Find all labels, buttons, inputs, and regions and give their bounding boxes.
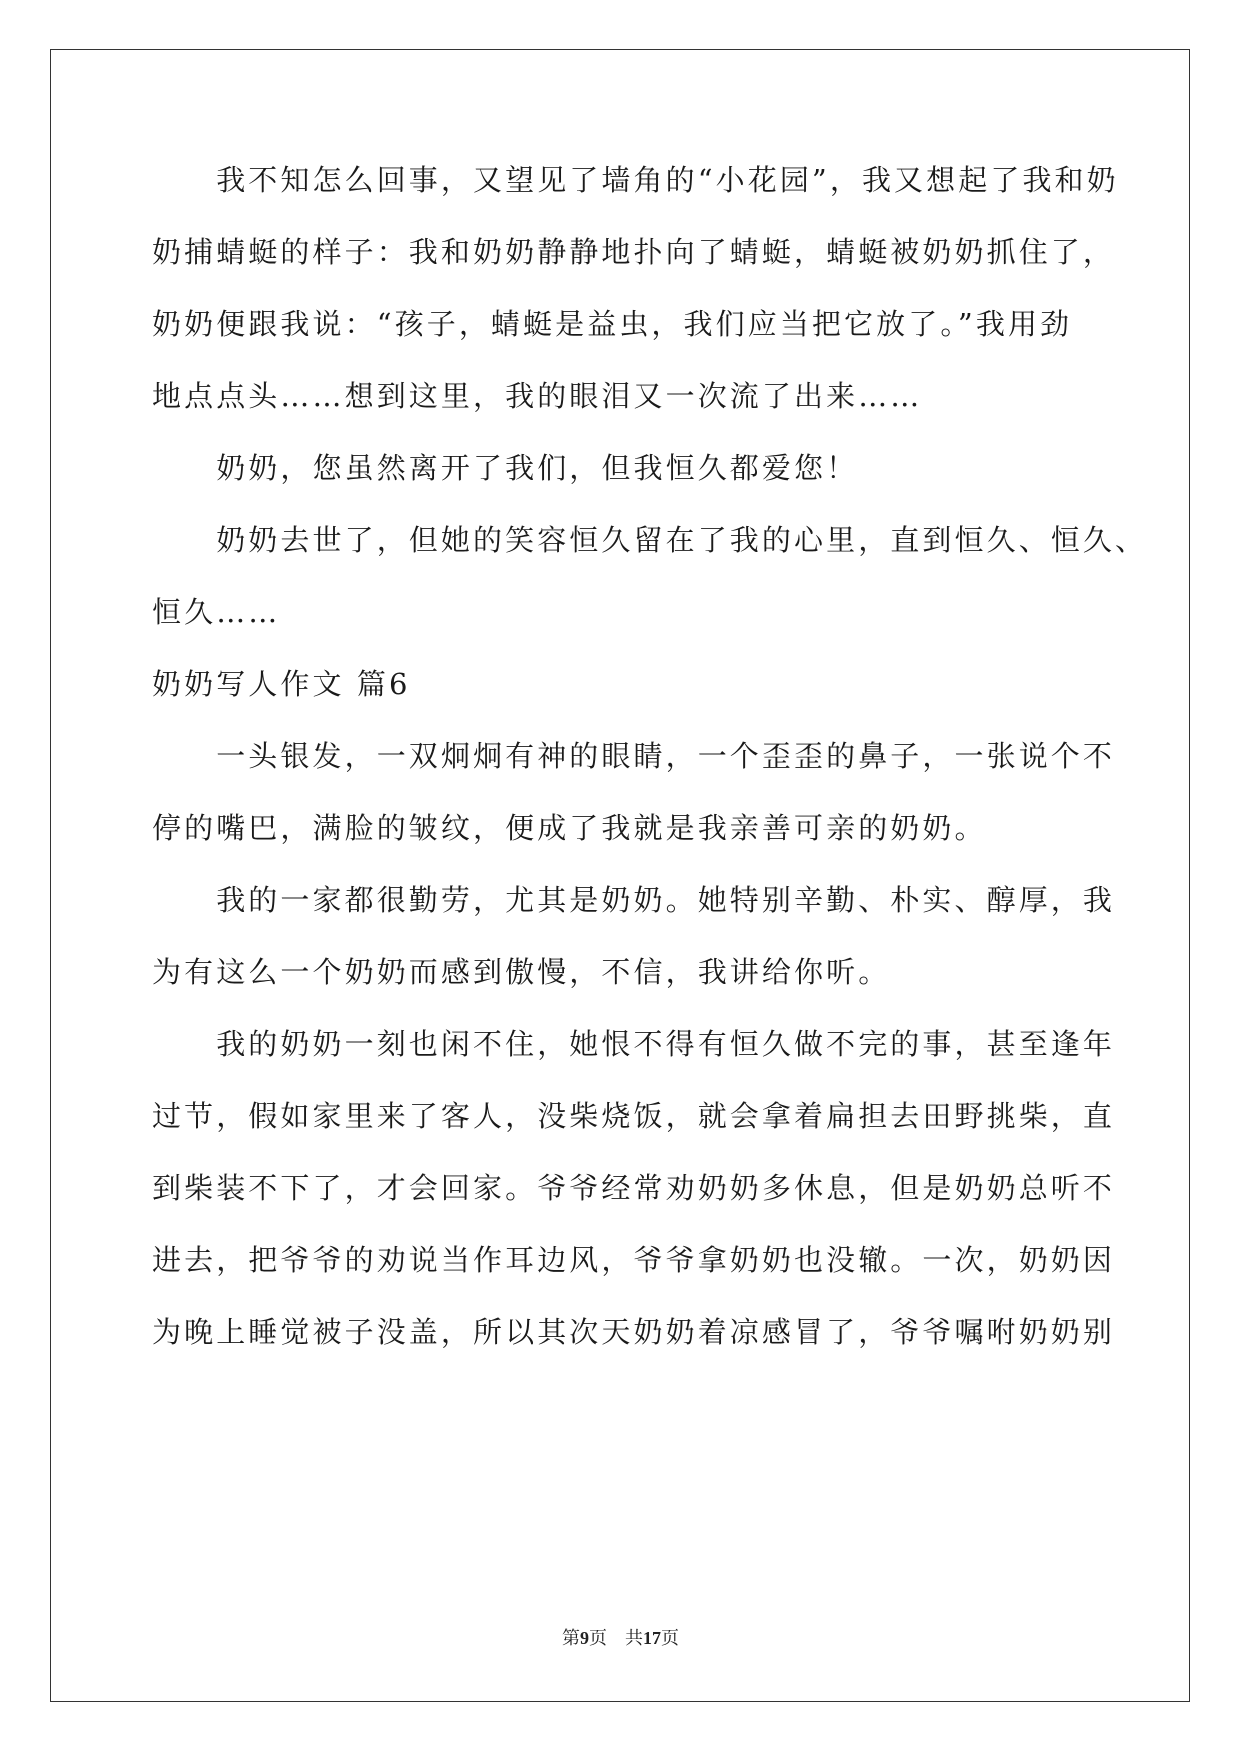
text-line-10: 停的嘴巴，满脸的皱纹，便成了我就是我亲善可亲的奶奶。 bbox=[152, 811, 987, 845]
footer-prefix: 第 bbox=[562, 1628, 580, 1649]
text-line-4: 地点点头……想到这里，我的眼泪又一次流了出来…… bbox=[152, 379, 923, 413]
text-line-13: 我的奶奶一刻也闲不住，她恨不得有恒久做不完的事，甚至逢年 bbox=[152, 1027, 1116, 1061]
text-line-6: 奶奶去世了，但她的笑容恒久留在了我的心里，直到恒久、恒久、 bbox=[152, 523, 1148, 557]
text-line-12: 为有这么一个奶奶而感到傲慢，不信，我讲给你听。 bbox=[152, 955, 891, 989]
text-line-1: 我不知怎么回事，又望见了墙角的“小花园”，我又想起了我和奶 bbox=[152, 163, 1119, 197]
text-line-3: 奶奶便跟我说：“孩子，蜻蜓是益虫，我们应当把它放了。”我用劲 bbox=[152, 307, 1073, 341]
text-line-14: 过节，假如家里来了客人，没柴烧饭，就会拿着扁担去田野挑柴，直 bbox=[152, 1099, 1116, 1133]
footer-mid: 页 共 bbox=[589, 1628, 643, 1649]
text-line-7: 恒久…… bbox=[152, 595, 281, 629]
text-line-17: 为晚上睡觉被子没盖，所以其次天奶奶着凉感冒了，爷爷嘱咐奶奶别 bbox=[152, 1315, 1116, 1349]
text-line-16: 进去，把爷爷的劝说当作耳边风，爷爷拿奶奶也没辙。一次，奶奶因 bbox=[152, 1243, 1116, 1277]
page-border bbox=[50, 49, 1190, 1702]
page-footer bbox=[0, 1626, 1241, 1651]
footer-suffix: 页 bbox=[661, 1628, 679, 1649]
current-page-number: 9 bbox=[580, 1628, 589, 1648]
text-line-9: 一头银发，一双炯炯有神的眼睛，一个歪歪的鼻子，一张说个不 bbox=[152, 739, 1116, 773]
text-line-15: 到柴装不下了，才会回家。爷爷经常劝奶奶多休息，但是奶奶总听不 bbox=[152, 1171, 1116, 1205]
text-line-2: 奶捕蜻蜓的样子：我和奶奶静静地扑向了蜻蜓，蜻蜓被奶奶抓住了， bbox=[152, 235, 1116, 269]
total-page-count: 17 bbox=[643, 1628, 661, 1648]
text-line-11: 我的一家都很勤劳，尤其是奶奶。她特别辛勤、朴实、醇厚，我 bbox=[152, 883, 1116, 917]
text-line-5: 奶奶，您虽然离开了我们，但我恒久都爱您！ bbox=[152, 451, 859, 485]
section-heading: 奶奶写人作文 篇6 bbox=[152, 667, 411, 701]
